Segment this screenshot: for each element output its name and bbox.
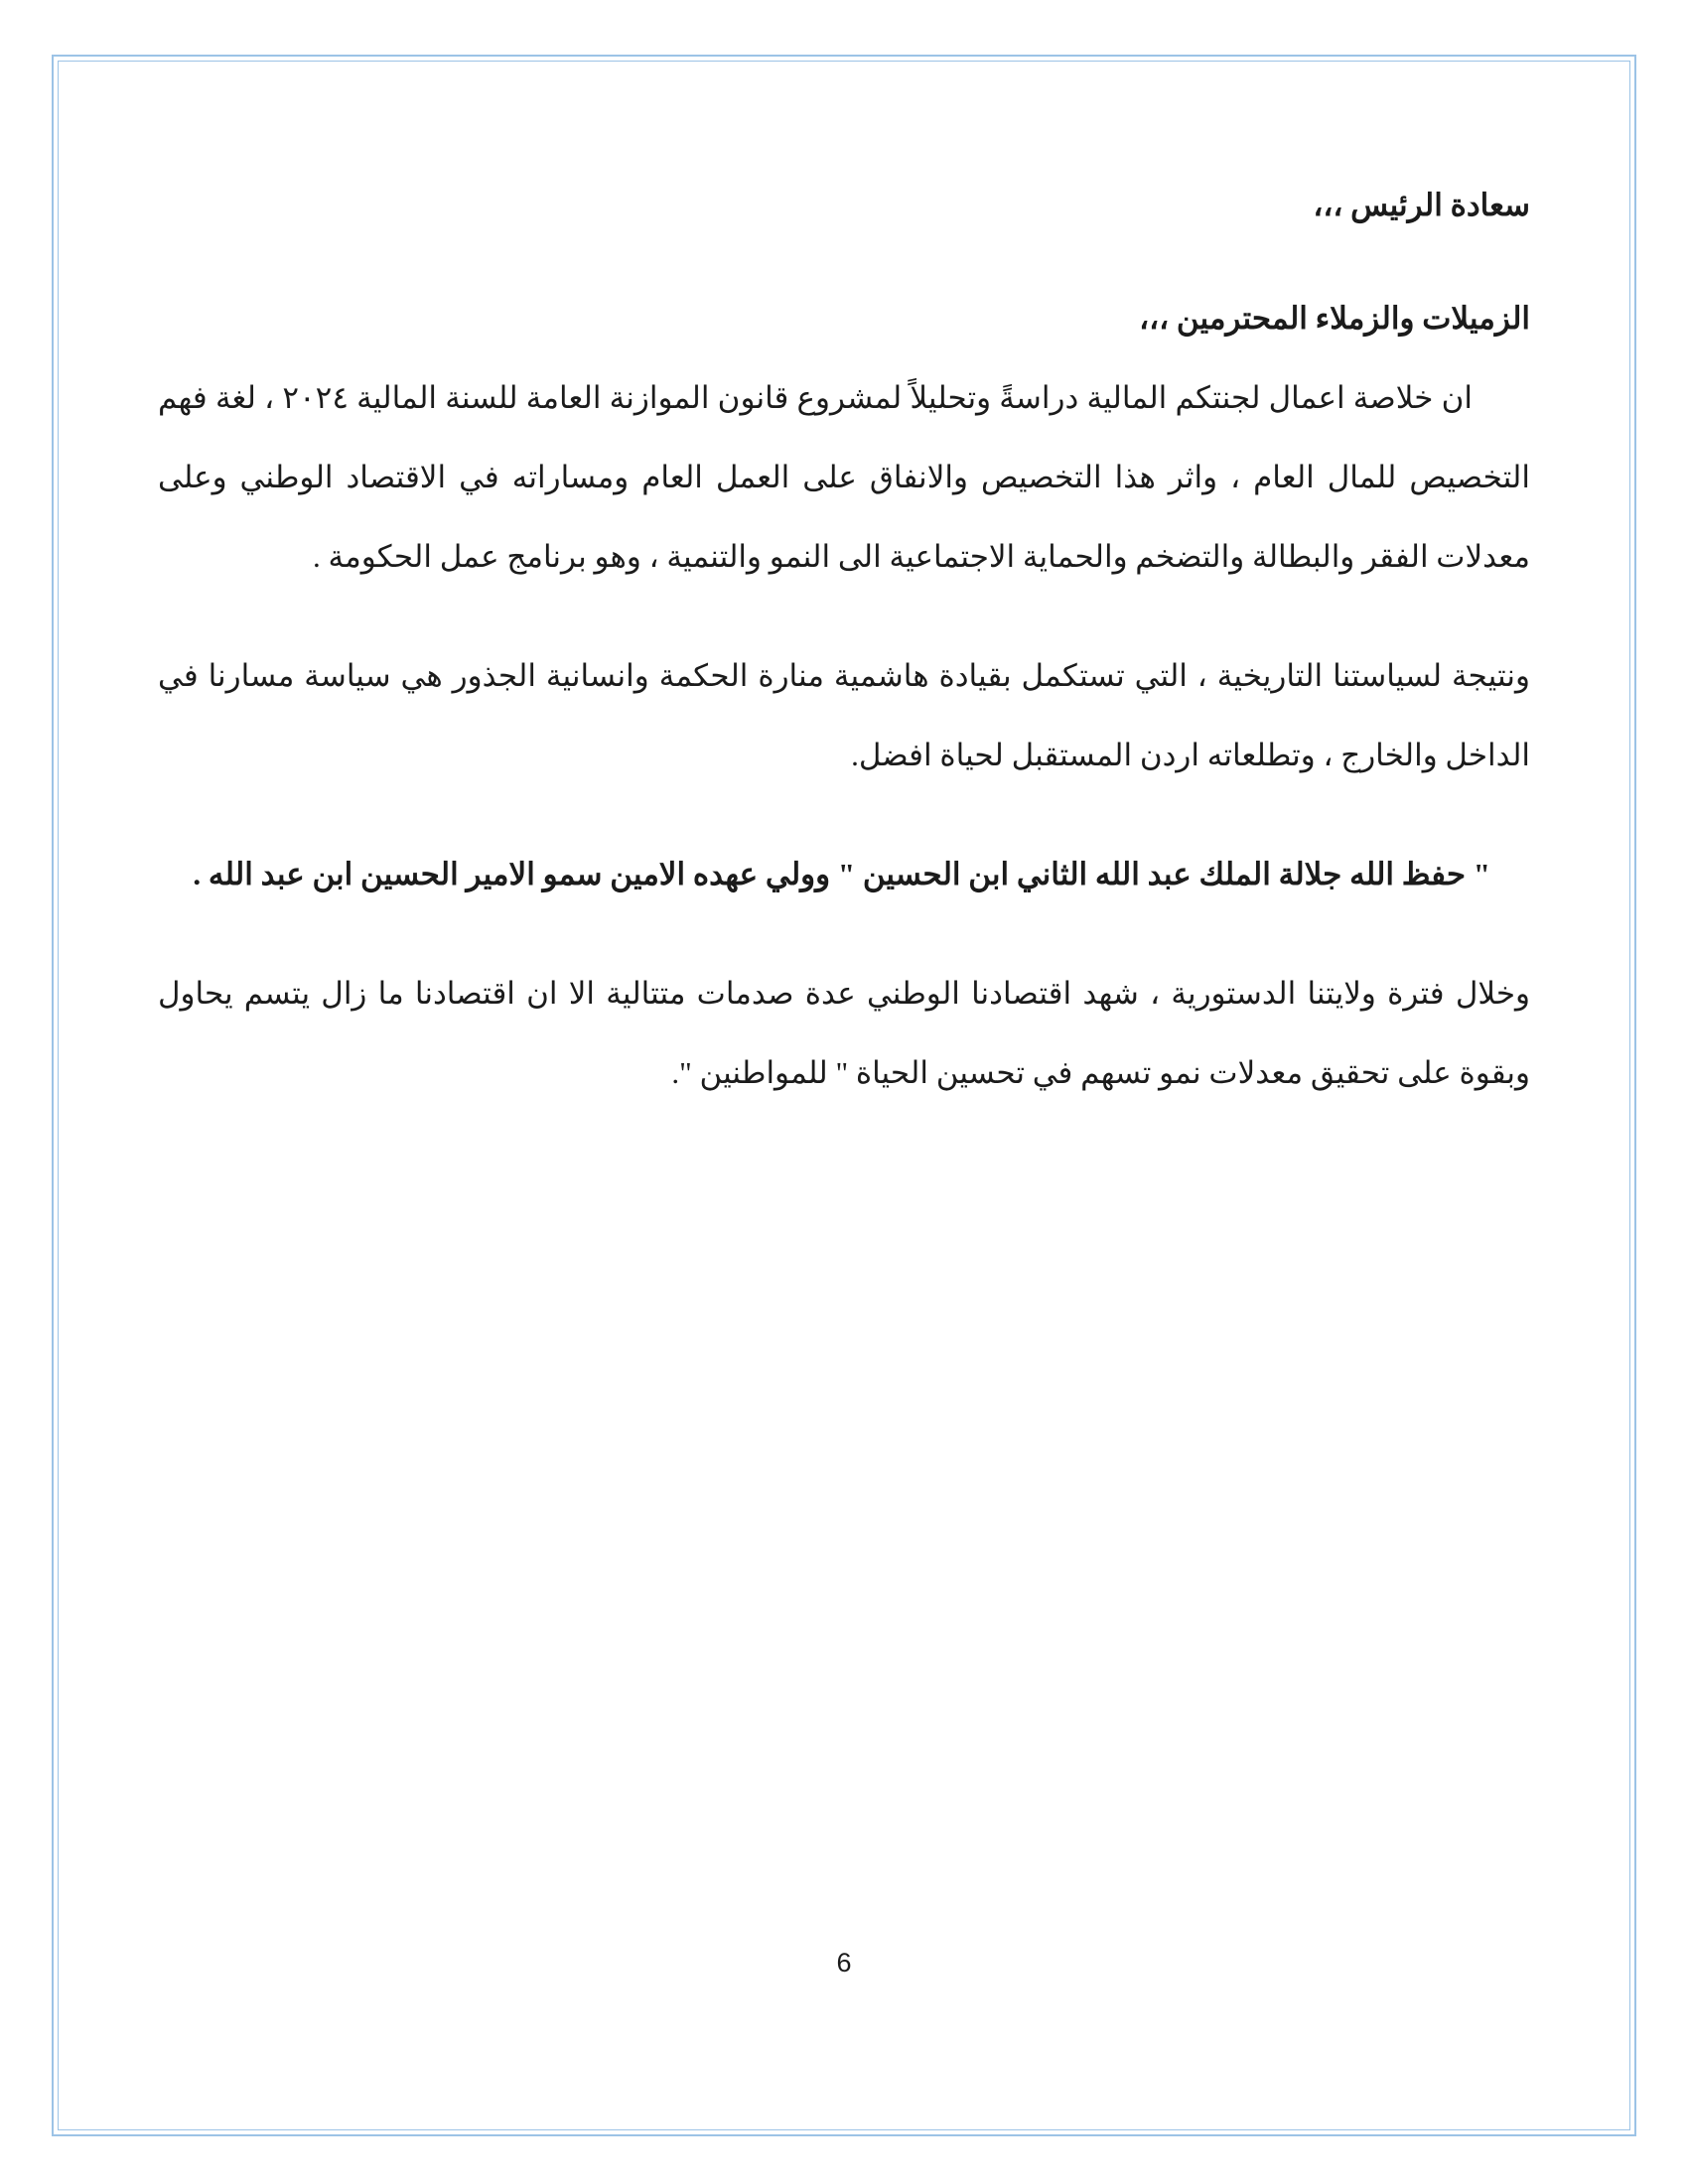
paragraph-budget-summary: ان خلاصة اعمال لجنتكم المالية دراسةً وتحليلاً لمشروع قانون الموازنة العامة للسنة المالية ٢٠٢٤ ، لغة فهم التخصيص للمال العام ، واثر هذا التخصيص والانفاق على العمل العام ومساراته في الاقتصاد الوطني وعلى معدلات الفقر والبطالة والتضخم والحماية الاجتماعية الى النمو والتنمية ، وهو برنامج عمل الحكومة . (158, 380, 1530, 574)
document-body (59, 62, 1629, 1113)
paragraph-economy-shocks: وخلال فترة ولايتنا الدستورية ، شهد اقتصادنا الوطني عدة صدمات متتالية الا ان اقتصادنا ما زال يتسم يحاول وبقوة على تحقيق معدلات نمو تسهم في تحسين الحياة " للمواطنين ". (158, 976, 1530, 1090)
page-border-inner (58, 61, 1630, 2130)
paragraph-royal-blessing: " حفظ الله جلالة الملك عبد الله الثاني ابن الحسين " وولي عهده الامين سمو الامير الحسين ابن عبد الله . (193, 857, 1490, 891)
page-border (52, 55, 1636, 2136)
paragraph-historic-policy: ونتيجة لسياستنا التاريخية ، التي تستكمل بقيادة هاشمية منارة الحكمة وانسانية الجذور هي سياسة مسارنا في الداخل والخارج ، وتطلعاته اردن المستقبل لحياة افضل. (158, 658, 1530, 772)
page-number: 6 (836, 1948, 852, 1978)
salutation-president: سعادة الرئيس ،،، (1313, 188, 1530, 222)
salutation-colleagues: الزميلات والزملاء المحترمين ،،، (1139, 301, 1530, 336)
